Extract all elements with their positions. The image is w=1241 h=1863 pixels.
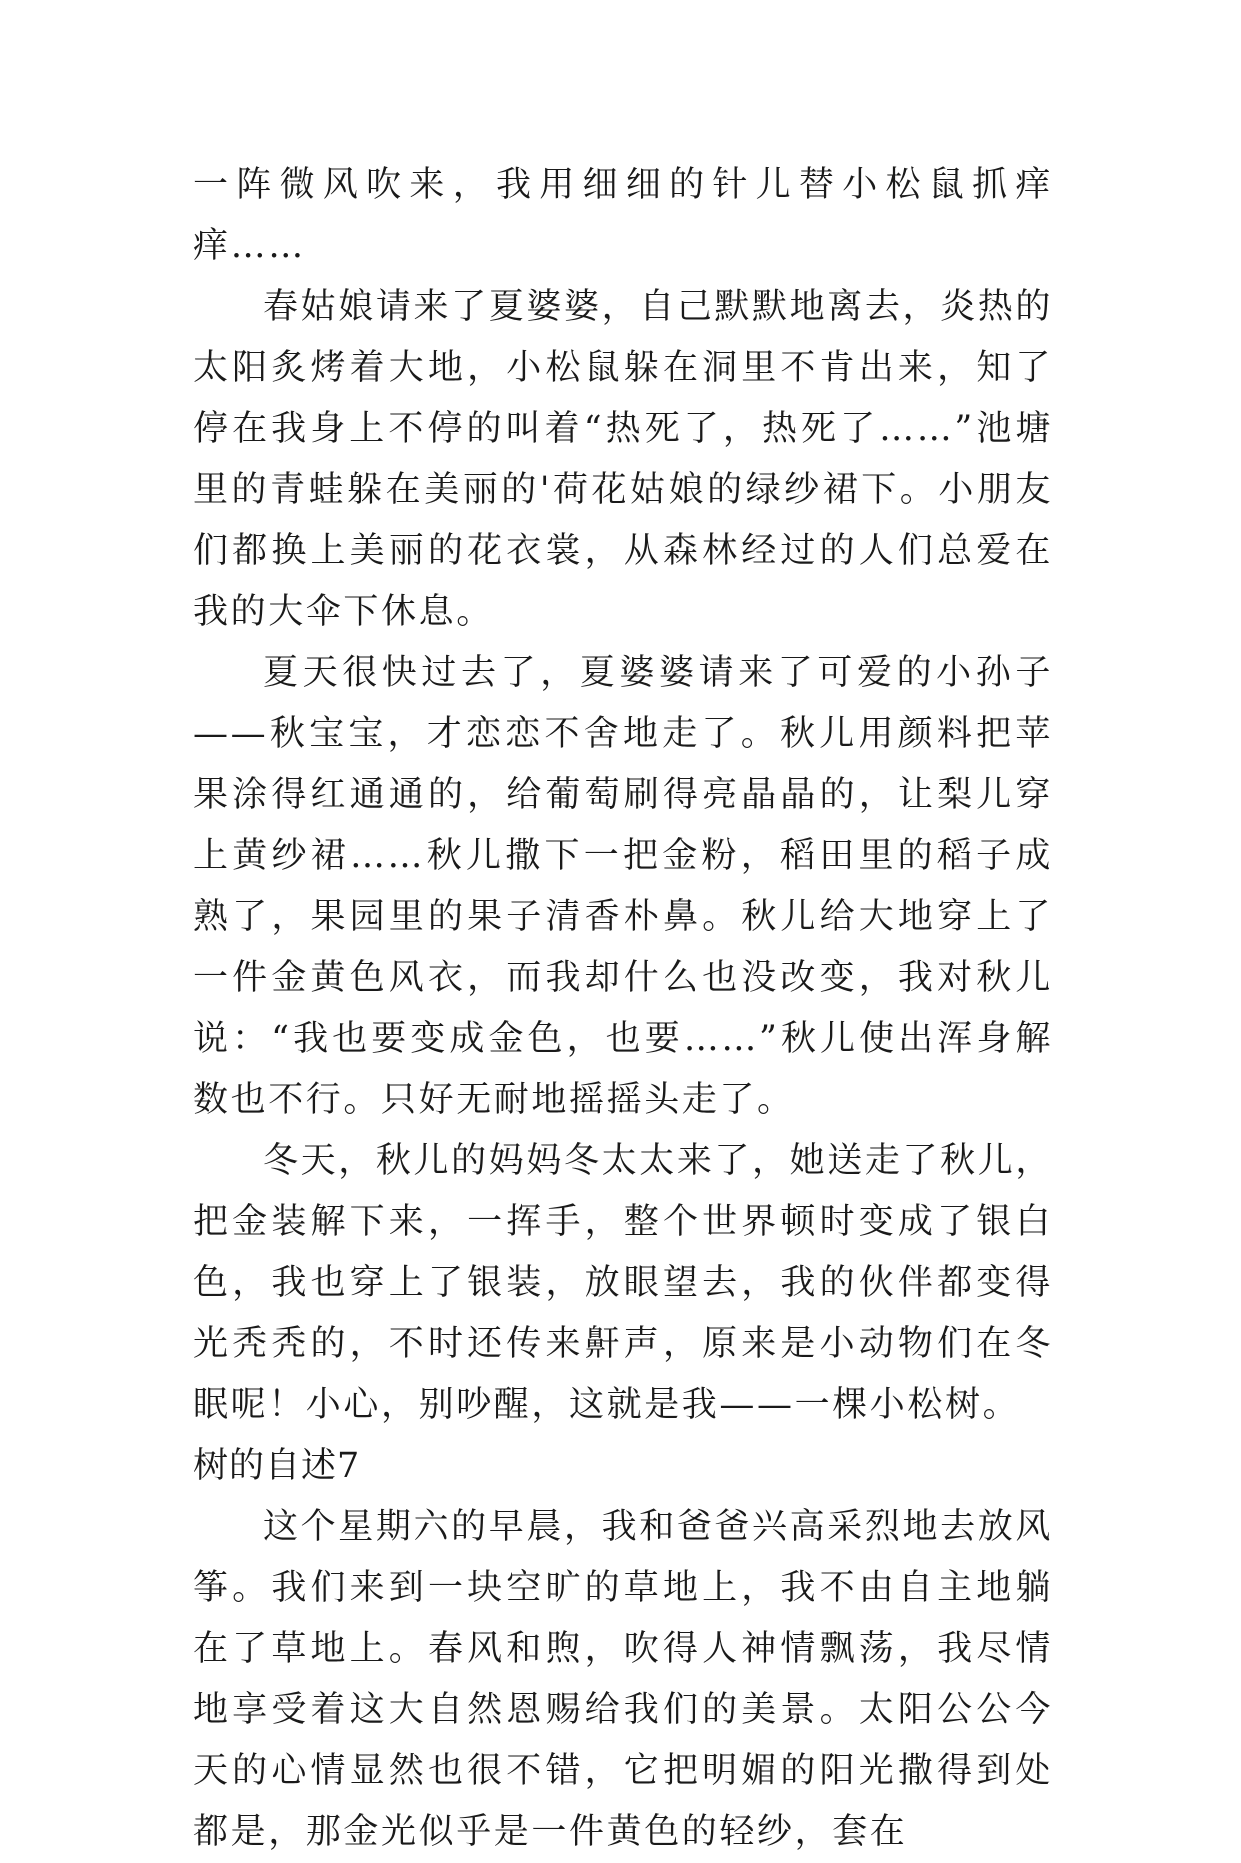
section-title: 树的自述7 bbox=[193, 1446, 361, 1486]
document-body bbox=[193, 155, 1053, 1863]
paragraph-kite: 这个星期六的早晨，我和爸爸兴高采烈地去放风筝。我们来到一块空旷的草地上，我不由自主地躺在了草地上。春风和煦，吹得人神情飘荡，我尽情地享受着这大自然恩赐给我们的美景。太阳公公今天的心情显然也很不错，它把明媚的阳光撒得到处都是，那金光似乎是一件黄色的轻纱，套在 bbox=[193, 1507, 1053, 1852]
paragraph-summer: 春姑娘请来了夏婆婆，自己默默地离去，炎热的太阳炙烤着大地，小松鼠躲在洞里不肯出来，知了停在我身上不停的叫着“热死了，热死了……”池塘里的青蛙躲在美丽的'荷花姑娘的绿纱裙下。小朋友们都换上美丽的花衣裳，从森林经过的人们总爱在我的大伞下休息。 bbox=[193, 287, 1053, 632]
paragraph-winter: 冬天，秋儿的妈妈冬太太来了，她送走了秋儿，把金装解下来，一挥手，整个世界顿时变成了银白色，我也穿上了银装，放眼望去，我的伙伴都变得光秃秃的，不时还传来鼾声，原来是小动物们在冬眠呢！小心，别吵醒，这就是我——一棵小松树。 bbox=[193, 1141, 1053, 1425]
paragraph-continuation: 一阵微风吹来，我用细细的针儿替小松鼠抓痒痒…… bbox=[193, 165, 1053, 266]
paragraph-autumn: 夏天很快过去了，夏婆婆请来了可爱的小孙子——秋宝宝，才恋恋不舍地走了。秋儿用颜料把苹果涂得红通通的，给葡萄刷得亮晶晶的，让梨儿穿上黄纱裙……秋儿撒下一把金粉，稻田里的稻子成熟了，果园里的果子清香朴鼻。秋儿给大地穿上了一件金黄色风衣，而我却什么也没改变，我对秋儿说：“我也要变成金色，也要……”秋儿使出浑身解数也不行。只好无耐地摇摇头走了。 bbox=[193, 653, 1053, 1120]
